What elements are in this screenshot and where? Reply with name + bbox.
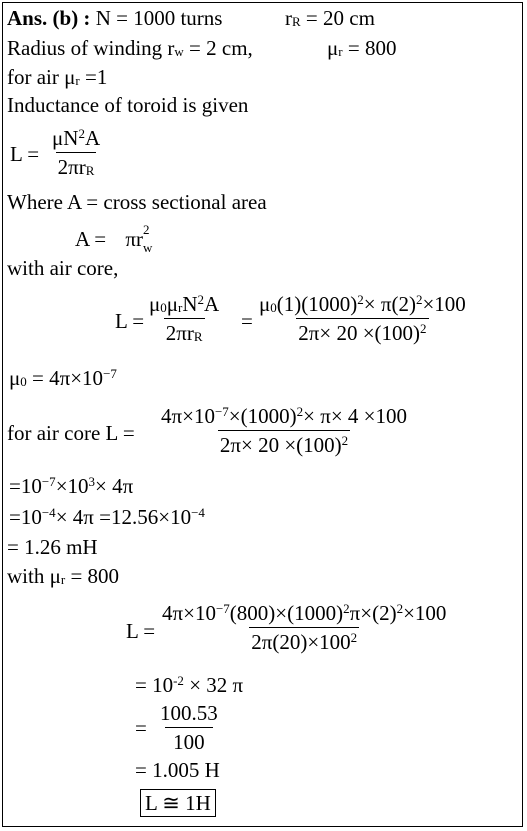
mu-subscript: r xyxy=(338,44,343,59)
f2-num2-sub: 0 xyxy=(270,300,277,315)
formula2-equals: = xyxy=(241,309,253,333)
winding-radius-line xyxy=(7,36,253,60)
formula1-num-b: A xyxy=(84,126,101,150)
mu0-subscript: 0 xyxy=(20,374,27,389)
permeability-value xyxy=(327,36,396,60)
f2-num2-d: ×100 xyxy=(422,292,466,316)
f4-num-c: π×(2) xyxy=(349,601,397,625)
answer-header xyxy=(7,6,222,30)
area-definition: Where A = cross sectional area xyxy=(7,190,267,214)
area-lhs: A = xyxy=(75,227,107,251)
f4-num-sup3: 2 xyxy=(396,601,404,616)
area-sub: w xyxy=(142,240,153,255)
step3-sup: -2 xyxy=(173,673,184,688)
area-formula xyxy=(75,222,153,255)
f3-num-c: × π× 4 ×100 xyxy=(303,404,408,428)
step3-b: × 32 π xyxy=(189,673,244,697)
f3-num-sup1: −7 xyxy=(214,404,229,419)
step2-b: × 4π =12.56×10 xyxy=(55,505,192,529)
f4-num-sup2: 2 xyxy=(343,601,350,616)
mu0-rhs: = 4π×10 xyxy=(32,366,104,390)
f2-num2-sup2: 2 xyxy=(415,292,423,307)
f3-num-b: ×(1000) xyxy=(228,404,297,428)
final-answer-box: L ≅ 1H xyxy=(140,789,216,817)
f4-num-a: 4π×10 xyxy=(162,601,216,625)
f2-A: A xyxy=(204,292,220,316)
formula3-fraction xyxy=(159,404,409,457)
radius-subscript: R xyxy=(292,14,301,29)
formula2-numerator2 xyxy=(257,292,468,318)
formula1-den-sub: R xyxy=(85,163,95,178)
area-rhs: πr xyxy=(125,227,143,251)
step1-sup2: 3 xyxy=(88,474,96,489)
f2-den2-sup: 2 xyxy=(420,321,427,336)
formula5-fraction xyxy=(158,701,220,754)
air-mu-subscript: r xyxy=(75,73,80,88)
formula3-lhs: for air core L = xyxy=(7,421,135,445)
f3-num-sup2: 2 xyxy=(296,404,304,419)
air-mu-value: =1 xyxy=(85,65,108,89)
f4-den-sup: 2 xyxy=(350,630,358,645)
f2-den1: 2πr xyxy=(165,321,194,345)
winding-radius-value: = 2 cm, xyxy=(189,36,253,60)
formula5-lhs: = xyxy=(135,716,147,740)
mu-value: = 800 xyxy=(347,36,397,60)
with-mur-value: = 800 xyxy=(70,564,120,588)
formula1-numerator xyxy=(50,126,102,152)
formula4-numerator xyxy=(160,601,448,627)
turns-text: N = 1000 turns xyxy=(95,6,223,30)
final-value: = 1.005 H xyxy=(135,758,220,782)
answer-label: Ans. (b) : xyxy=(7,6,91,30)
f4-den: 2π(20)×100 xyxy=(251,630,351,654)
formula1-num-sup: 2 xyxy=(78,126,85,141)
step2-a: =10 xyxy=(9,505,42,529)
formula1-fraction xyxy=(50,126,102,179)
step-line-2 xyxy=(9,505,205,529)
step1-b: ×10 xyxy=(55,474,89,498)
step1-a: =10 xyxy=(9,474,42,498)
f4-num-d: ×100 xyxy=(403,601,447,625)
formula1-lhs: L = xyxy=(10,142,40,166)
toroid-radius xyxy=(285,6,375,30)
formula2-numerator1 xyxy=(147,292,221,318)
mu0-exponent: −7 xyxy=(103,366,117,381)
formula3-denominator xyxy=(218,430,350,457)
radius-value: = 20 cm xyxy=(305,6,375,30)
formula2-fraction1 xyxy=(147,292,221,345)
with-mur-sub: r xyxy=(60,572,66,587)
f4-num-sup1: −7 xyxy=(215,601,230,616)
f2-den1-sub: R xyxy=(193,329,203,344)
f2-den2: 2π× 20 ×(100) xyxy=(298,321,421,345)
step1-sup1: −7 xyxy=(41,474,56,489)
step2-sup2: −4 xyxy=(191,505,205,520)
formula2-fraction2 xyxy=(257,292,468,345)
f2-N: N xyxy=(182,292,198,316)
step-line-3 xyxy=(135,673,243,697)
f2-num2-mu: μ xyxy=(259,292,271,316)
winding-subscript: w xyxy=(174,44,184,59)
f2-num2-b: (1)(1000) xyxy=(276,292,358,316)
formula4-denominator xyxy=(249,627,359,654)
formula1-den-a: 2πr xyxy=(57,155,86,179)
f2-mur-sub: r xyxy=(178,300,183,315)
formula2-denominator2 xyxy=(296,318,428,345)
area-sup: 2 xyxy=(142,222,150,237)
air-core-result: = 1.26 mH xyxy=(7,535,98,559)
with-mur-text: with μ xyxy=(7,564,61,588)
f2-N-sup: 2 xyxy=(197,292,205,307)
f2-mu0: μ xyxy=(149,292,161,316)
formula2-denominator1 xyxy=(164,318,205,345)
with-mur-line xyxy=(7,564,119,588)
mu0-symbol: μ xyxy=(9,366,21,390)
mu-symbol: μ xyxy=(327,36,339,60)
formula4-lhs: L = xyxy=(126,619,156,643)
air-permeability-line xyxy=(7,65,107,89)
f2-mu0-sub: 0 xyxy=(160,300,167,315)
mu0-value xyxy=(9,366,117,390)
air-mu-text: for air μ xyxy=(7,65,76,89)
f2-num2-sup1: 2 xyxy=(357,292,364,307)
step3-a: = 10 xyxy=(135,673,174,697)
formula4-fraction xyxy=(160,601,448,654)
f2-mur: μ xyxy=(166,292,179,316)
area-scripts xyxy=(142,222,153,255)
f3-num-a: 4π×10 xyxy=(161,404,215,428)
step2-sup1: −4 xyxy=(41,505,56,520)
formula1-num-a: μN xyxy=(52,126,79,150)
f3-den: 2π× 20 ×(100) xyxy=(219,433,342,457)
radius-symbol: r xyxy=(285,6,292,30)
step1-c: × 4π xyxy=(95,474,134,498)
inductance-intro: Inductance of toroid is given xyxy=(7,93,249,117)
formula3-numerator xyxy=(159,404,409,430)
air-core-intro: with air core, xyxy=(7,256,119,280)
f3-den-sup: 2 xyxy=(341,433,349,448)
f4-num-b: (800)×(1000) xyxy=(229,601,344,625)
f2-num2-c: × π(2) xyxy=(363,292,416,316)
formula2-lhs: L = xyxy=(115,309,145,333)
step-line-1 xyxy=(9,474,133,498)
winding-radius-text: Radius of winding r xyxy=(7,36,175,60)
formula1-denominator xyxy=(56,152,97,179)
formula5-numerator: 100.53 xyxy=(160,701,218,725)
formula5-denominator: 100 xyxy=(165,727,213,754)
